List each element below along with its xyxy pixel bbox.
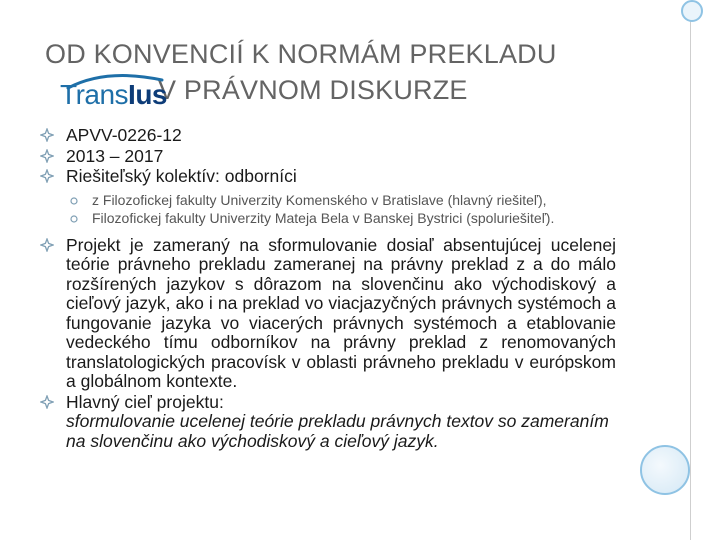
bullet-project-code <box>40 126 616 146</box>
bullet-star-icon <box>40 169 54 183</box>
bullet-project-description <box>40 236 616 392</box>
transius-logo <box>60 62 220 114</box>
title-line-2: V PRÁVNOM DISKURZE <box>158 75 468 105</box>
logo-trans-text: Trans <box>60 79 129 110</box>
logo-wordmark <box>60 79 167 111</box>
title-line-1: OD KONVENCIÍ K NORMÁM PREKLADU <box>45 39 557 69</box>
decorative-vertical-line <box>690 20 691 540</box>
sub-bullet-ring-icon <box>70 197 78 205</box>
bullet-period <box>40 147 616 167</box>
bullet-star-icon <box>40 128 54 142</box>
bullet-team <box>40 167 616 187</box>
bullet-star-icon <box>40 395 54 409</box>
sub-bullet-text: z Filozofickej fakulty Univerzity Komenského v Bratislave (hlavný riešiteľ), <box>92 191 547 208</box>
bullet-main-goal <box>40 393 616 452</box>
slide-body <box>40 126 616 451</box>
sub-bullet-text: Filozofickej fakulty Univerzity Mateja Bela v Banskej Bystrici (spoluriešiteľ). <box>92 210 555 226</box>
bullet-text: 2013 – 2017 <box>66 145 164 166</box>
bullet-text: Riešiteľský kolektív: odborníci <box>66 166 297 186</box>
logo-ius-text: Ius <box>128 79 168 110</box>
main-goal-text: sformulovanie ucelenej teórie prekladu právnych textov so zameraním na slovenčinu ako východiskový a cieľový jazyk. <box>66 411 609 451</box>
bullet-text: APVV-0226-12 <box>66 125 182 145</box>
bullet-star-icon <box>40 149 54 163</box>
project-description-text: Projekt je zameraný na sformulovanie dosiaľ absentujúcej ucelenej teórie právneho prekladu zameranej na právny preklad z a do málo rozšírených jazykov s dôrazom na slovenčinu ako východiskový a cieľový jazyk, ako i na preklad vo viacjazyčných právnych systémoch a fungovanie jazyka vo viacerých právnych systémoch a etablovanie vedeckého tímu odborníkov na právny preklad z renomovaných translatologických pracovísk v oblasti právneho prekladu v európskom a globálnom kontexte. <box>66 234 616 391</box>
sub-bullet-matej-bel <box>40 211 616 226</box>
main-goal-label: Hlavný cieľ projektu: <box>66 391 224 412</box>
bullet-star-icon <box>40 238 54 252</box>
sub-bullet-comenius <box>40 193 616 208</box>
decorative-small-circle <box>681 0 703 22</box>
sub-bullet-ring-icon <box>70 215 78 223</box>
decorative-large-circle <box>640 445 690 495</box>
